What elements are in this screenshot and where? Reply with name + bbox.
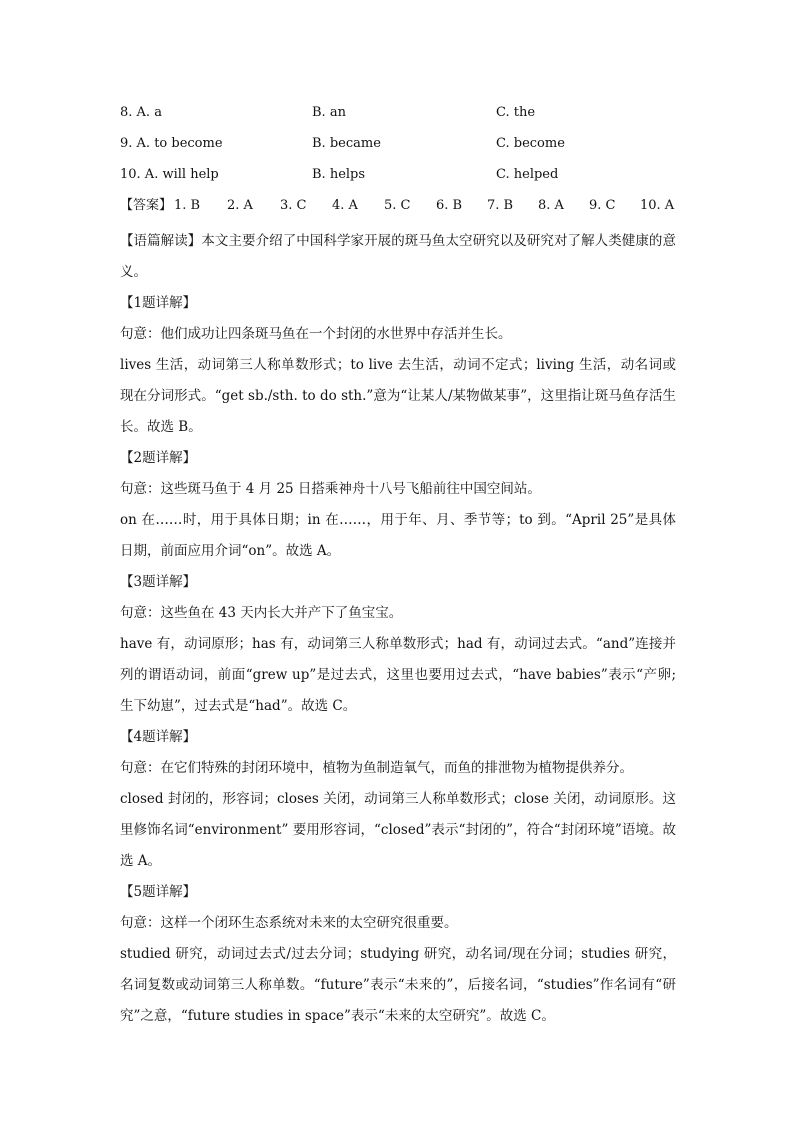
reading-summary: 【语篇解读】本文主要介绍了中国科学家开展的斑马鱼太空研究以及研究对了解人类健康的意义。 bbox=[120, 233, 676, 280]
option-a: 10. A. will help bbox=[120, 167, 219, 182]
explanation-sentence-5: 句意：这样一个闭环生态系统对未来的太空研究很重要。 bbox=[120, 915, 458, 931]
answer-item: 2. A bbox=[227, 198, 253, 213]
answer-item: 3. C bbox=[280, 198, 307, 213]
option-c: C. become bbox=[496, 136, 565, 151]
explanation-sentence-4: 句意：在它们特殊的封闭环境中，植物为鱼制造氧气，而鱼的排泄物为植物提供养分。 bbox=[120, 760, 633, 776]
explanation-sentence-2: 句意：这些斑马鱼于 4 月 25 日搭乘神舟十八号飞船前往中国空间站。 bbox=[120, 481, 541, 497]
explanation-detail-4: closed 封闭的，形容词；closes 关闭，动词第三人称单数形式；close 关闭，动词原形。这里修饰名词“environment” 要用形容词，“closed”表示“封闭的”，符合“封闭环境”语境。故选 A。 bbox=[120, 791, 676, 869]
option-row-10 bbox=[120, 164, 676, 195]
explanation-detail-1: lives 生活，动词第三人称单数形式；to live 去生活，动词不定式；living 生活，动名词或现在分词形式。“get sb./sth. to do sth.”意为“让某人/某物做某事”，这里指让斑马鱼存活生长。故选 B。 bbox=[120, 357, 676, 435]
explanation-heading-1: 【1题详解】 bbox=[120, 295, 197, 311]
answer-item: 6. B bbox=[436, 198, 463, 213]
explanation-heading-2: 【2题详解】 bbox=[120, 450, 197, 466]
option-b: B. helps bbox=[312, 167, 366, 182]
answer-item: 7. B bbox=[487, 198, 514, 213]
answer-item: 8. A bbox=[538, 198, 564, 213]
option-row-8 bbox=[120, 102, 676, 133]
option-a: 8. A. a bbox=[120, 105, 162, 120]
option-a: 9. A. to become bbox=[120, 136, 223, 151]
document-page bbox=[120, 102, 676, 1032]
option-row-9 bbox=[120, 133, 676, 164]
answer-item: 10. A bbox=[640, 198, 675, 213]
answer-item: 4. A bbox=[332, 198, 358, 213]
explanation-detail-2: on 在……时，用于具体日期；in 在……，用于年、月、季节等；to 到。“April 25”是具体日期，前面应用介词“on”。故选 A。 bbox=[120, 512, 676, 559]
explanation-sentence-3: 句意：这些鱼在 43 天内长大并产下了鱼宝宝。 bbox=[120, 605, 403, 621]
explanation-sentence-1: 句意：他们成功让四条斑马鱼在一个封闭的水世界中存活并生长。 bbox=[120, 326, 512, 342]
explanation-heading-4: 【4题详解】 bbox=[120, 729, 197, 745]
explanation-detail-3: have 有，动词原形；has 有，动词第三人称单数形式；had 有，动词过去式。“and”连接并列的谓语动词，前面“grew up”是过去式，这里也要用过去式，“have babies”表示“产卵; 生下幼崽”，过去式是“had”。故选 C。 bbox=[120, 636, 676, 714]
option-b: B. an bbox=[312, 105, 346, 120]
explanation-heading-5: 【5题详解】 bbox=[120, 884, 197, 900]
answer-item: 1. B bbox=[174, 198, 201, 213]
answer-key bbox=[120, 195, 676, 226]
option-c: C. the bbox=[496, 105, 536, 120]
option-c: C. helped bbox=[496, 167, 559, 182]
answer-item: 9. C bbox=[589, 198, 616, 213]
explanation-heading-3: 【3题详解】 bbox=[120, 574, 197, 590]
answer-item: 5. C bbox=[384, 198, 411, 213]
option-b: B. became bbox=[312, 136, 381, 151]
answer-label: 【答案】 bbox=[120, 198, 173, 213]
explanation-detail-5: studied 研究，动词过去式/过去分词；studying 研究，动名词/现在分词；studies 研究，名词复数或动词第三人称单数。“future”表示“未来的”，后接名词，“studies”作名词有“研究”之意，“future studies in space”表示“未来的太空研究”。故选 C。 bbox=[120, 946, 676, 1024]
